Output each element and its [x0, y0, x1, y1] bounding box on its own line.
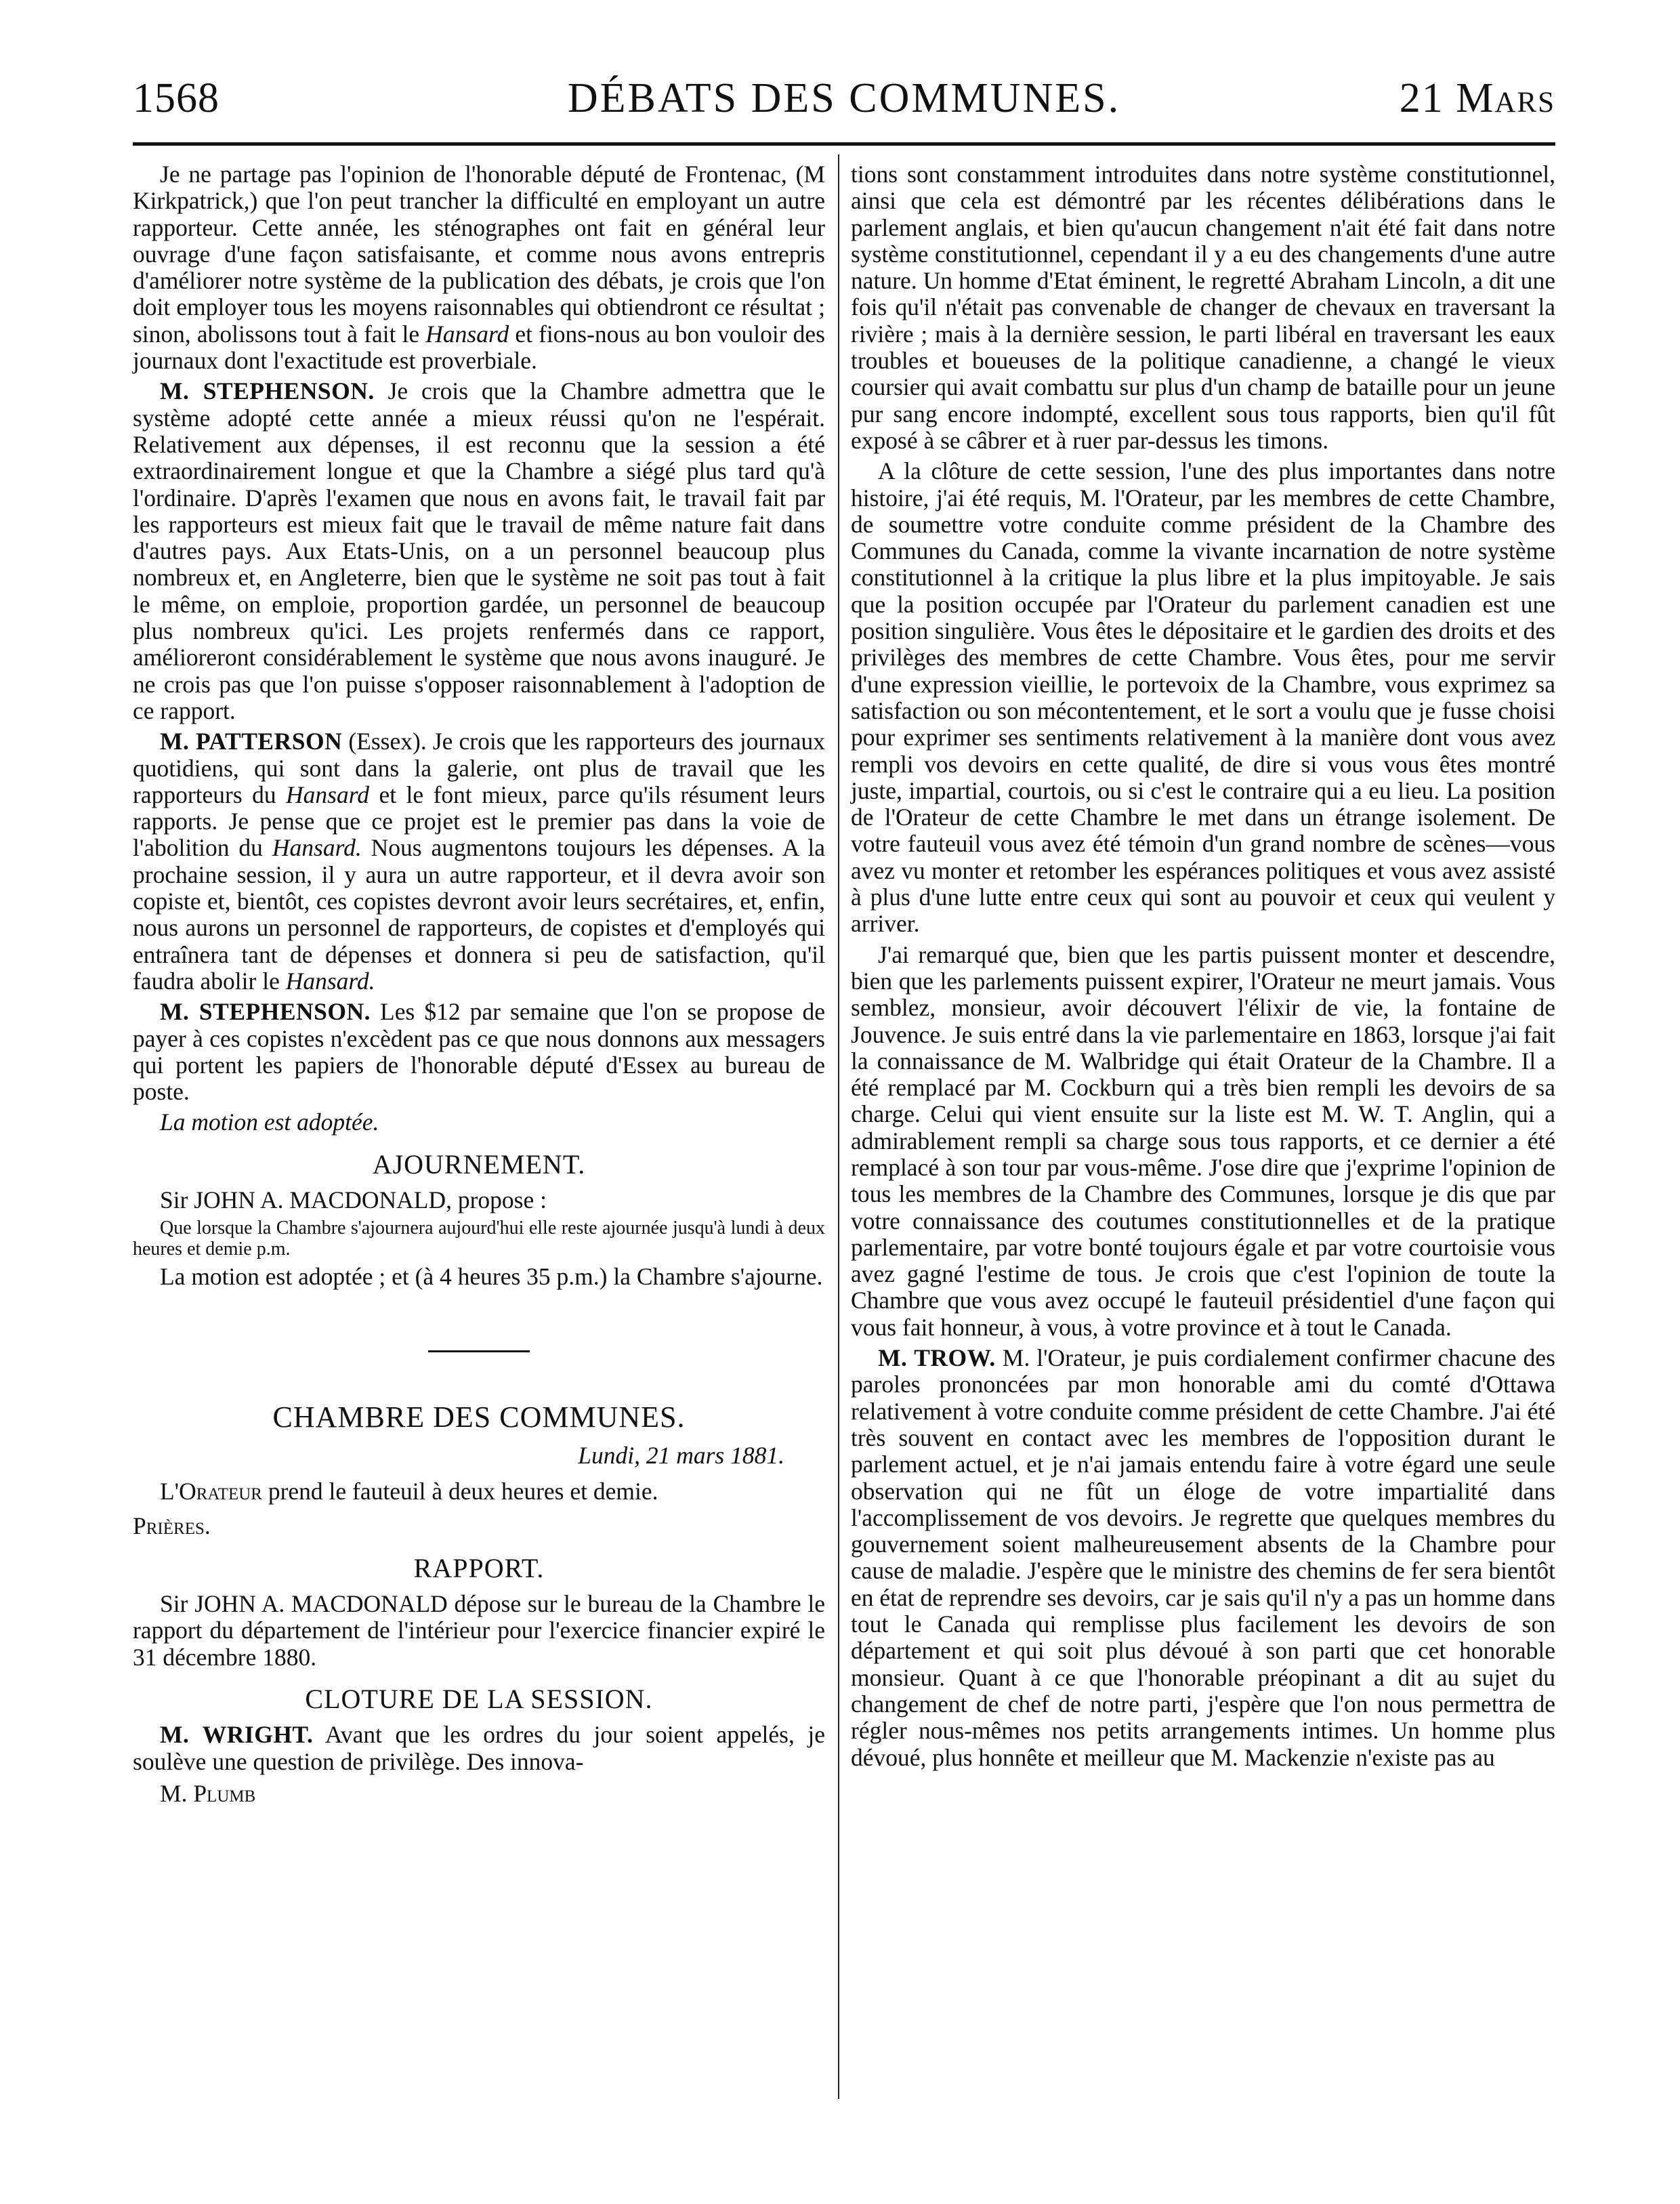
paragraph-text: et le font mieux, parce qu'ils résument leurs rapports. Je pense que ce projet est le premier pas dans la voie de l'abolition du: [133, 781, 825, 862]
speaker-name: M. STEPHENSON.: [160, 377, 375, 405]
paragraph-text: et fions-nous au bon vouloir des journaux dont l'exactitude est proverbiale.: [133, 320, 825, 375]
paragraph-text: Je crois que la Chambre admettra que le système adopté cette année a mieux réussi qu'on ne l'espérait. Relativement aux dépenses, il est reconnu que la session a été extraordinairement longue et que la Chambre a siégé plus tard qu'à l'ordinaire. D'après l'examen que nous en avons fait, le travail fait par les rapporteurs est mieux fait que le travail de même nature fait dans d'autres pays. Aux Etats-Unis, on a un personnel beaucoup plus nombreux et, en Angleterre, bien que le système ne soit pas tout à fait le même, on emploie, proportion gardée, un personnel de beaucoup plus nombreux qu'ici. Les projets renfermés dans ce rapport, amélioreront considérablement le système que nous avons inauguré. Je ne crois pas que l'on puisse s'opposer raisonnablement à l'adoption de ce rapport.: [133, 377, 826, 724]
header-rule: [133, 142, 1555, 146]
paragraph-text: dépose sur le bureau de la Chambre le rapport du département de l'intérieur pour l'exercice financier expiré le 31 décembre 1880.: [133, 1590, 825, 1671]
prayers-label: Prières.: [133, 1512, 211, 1540]
paragraph: [133, 1478, 825, 1505]
speaker-name: M. TROW.: [878, 1344, 996, 1372]
paragraph-text: M. l'Orateur, je puis cordialement confirmer chacune des paroles prononcées par mon honorable ami du comté d'Ottawa relativement à votre conduite comme président de cette Chambre. J'ai été très souvent en contact avec les membres de l'opposition durant le parlement actuel, et je n'ai jamais entendu faire à votre égard une seule observation qui ne fût un éloge de votre impartialité dans l'accomplissement de vos devoirs. Je regrette que quelques membres du gouvernement soient malheureusement absents de la Chambre pour cause de maladie. J'espère que le ministre des chemins de fer sera bientôt en état de reprendre ses devoirs, car je sais qu'il n'y a pas un homme dans tout le Canada qui remplisse plus facilement les devoirs de son département et qui soit plus dévoué à son parti que cet honorable monsieur. Quant à ce que l'honorable préopinant a dit au sujet du changement de chef de notre parti, j'espère que l'on nous permettra de régler nous-mêmes nos petits arrangements intimes. Un homme plus dévoué, plus honnête et meilleur que M. Mackenzie n'existe pas au: [851, 1344, 1555, 1771]
paragraph: [133, 378, 825, 724]
italic-term: Hansard.: [285, 967, 375, 995]
chamber-heading: CHAMBRE DES COMMUNES.: [272, 1400, 686, 1434]
paragraph: [133, 1187, 825, 1213]
paragraph-text: prend le fauteuil à deux heures et demie.: [261, 1478, 658, 1505]
italic-term: Hansard: [286, 781, 369, 808]
paragraph-text: Avant que les ordres du jour soient appelés, je soulève une question de privilège. Des innova-: [133, 1721, 825, 1775]
speaker-name: L'Orateur: [160, 1478, 262, 1505]
header-date-day: 21: [1399, 75, 1444, 121]
right-column: [851, 161, 1555, 1771]
paragraph-text: (Essex). Je crois que les rapporteurs des journaux quotidiens, qui sont dans la galerie, ont plus de travail que les rapporteurs du: [133, 728, 826, 808]
paragraph-text: Je ne partage pas l'opinion de l'honorable député de Frontenac, (M Kirkpatrick,) que l'on peut trancher la difficulté en employant un autre rapporteur. Cette année, les sténographes ont fait en général leur ouvrage d'une façon satisfaisante, et comme nous avons entrepris d'améliorer notre système de la publication des débats, je crois que l'on doit employer tous les moyens raisonnables qui obtiendront ce résultat ; sinon, abolissons tout à fait le: [133, 161, 825, 348]
motion-text: Que lorsque la Chambre s'ajournera aujourd'hui elle reste ajournée jusqu'à lundi à deux heures et demie p.m.: [133, 1218, 825, 1260]
motion-adopted: La motion est adoptée.: [160, 1108, 379, 1136]
paragraph: [133, 999, 825, 1105]
speaker-name: M. STEPHENSON.: [160, 998, 371, 1026]
running-title: DÉBATS DES COMMUNES.: [567, 75, 1121, 121]
paragraph: A la clôture de cette session, l'une des plus importantes dans notre histoire, j'ai été requis, M. l'Orateur, par les membres de cette Chambre, de soumettre votre conduite comme président de la Chambre des Communes du Canada, comme la vivante incarnation de notre système constitutionnel à la critique la plus libre et la plus impitoyable. Je sais que la position occupée par l'Orateur du parlement canadien est une position singulière. Vous êtes le dépositaire et le gardien des droits et des privilèges des membres de cette Chambre. Vous êtes, pour me servir d'une expression vieillie, le portevoix de la Chambre, vous exprimez sa satisfaction ou son mécontentement, et le sort a voulu que je fusse choisi pour exprimer ses sentiments relativement à la manière dont vous avez rempli vos devoirs en cette qualité, de dire si vous vous êtes montré juste, impartial, courtois, ou si c'est le contraire qui a eu lieu. La position de l'Orateur de cette Chambre le met dans un étrange isolement. De votre fauteuil vous avez été témoin d'un grand nombre de scènes—vous avez vu monter et retomber les espérances politiques et vous avez assisté à plus d'une lutte entre ceux qui sont au pouvoir et ceux qui veulent y arriver.: [851, 457, 1555, 938]
paragraph: [133, 728, 825, 995]
paragraph-text: Les $12 par semaine que l'on se propose de payer à ces copistes n'excèdent pas ce que nous donnons aux messagers qui portent les papiers de l'honorable député d'Essex au bureau de poste.: [133, 998, 826, 1106]
paragraph: tions sont constamment introduites dans notre système constitutionnel, ainsi que cela est démontré par les récentes délibérations dans le parlement anglais, et bien qu'aucun changement n'ait été fait dans notre système constitutionnel, cependant il y a eu des changements d'une autre nature. Un homme d'Etat éminent, le regretté Abraham Lincoln, a dit une fois qu'il n'était pas convenable de changer de chevaux en traversant la rivière ; mais à la dernière session, le parti libéral en traversant les eaux troubles et boueuses de la politique canadienne, a changé le vieux coursier qui avait combattu sur plus d'un champ de bataille pour un jeune pur sang encore indompté, excellent sous tous rapports, bien qu'il fût exposé à se câbrer et à ruer par-dessus les timons.: [851, 161, 1555, 454]
header-date: [1400, 75, 1555, 123]
paragraph: [133, 1722, 825, 1775]
section-separator: [428, 1350, 530, 1352]
section-heading-ajournement: AJOURNEMENT.: [372, 1148, 586, 1180]
sitting-date: Lundi, 21 mars 1881.: [578, 1441, 784, 1469]
speaker-name: M. WRIGHT.: [160, 1721, 314, 1749]
speaker-name: M. PATTERSON: [160, 728, 343, 755]
paragraph: [851, 1345, 1555, 1771]
column-divider: [838, 154, 839, 2099]
speaker-name: Sir JOHN A. MACDONALD,: [160, 1186, 452, 1213]
paragraph-text: propose :: [451, 1186, 547, 1213]
paragraph: J'ai remarqué que, bien que les partis puissent monter et descendre, bien que les parlements puissent expirer, l'Orateur ne meurt jamais. Vous semblez, monsieur, avoir découvert l'élixir de vie, la fontaine de Jouvence. Je suis entré dans la vie parlementaire en 1863, lorsque j'ai fait la connaissance de M. Walbridge qui était Orateur de la Chambre. Il a été remplacé par M. Cockburn qui a très bien rempli les devoirs de sa charge. Celui qui vient ensuite sur la liste est M. W. T. Anglin, qui a admirablement rempli sa charge sous tous rapports, et ce dernier a été remplacé à son tour par vous-même. J'ose dire que j'exprime l'opinion de tous les membres de la Chambre des Communes, lorsque je dis que par votre connaissance des coutumes constitutionnelles et de la pratique parlementaire, par votre bonté toujours égale et par votre courtoisie vous avez gagné l'estime de tous. Je crois que c'est l'opinion de toute la Chambre que vous avez occupé le fauteuil présidentiel d'une façon qui vous fait honneur, à vous, à votre province et à tout le Canada.: [851, 940, 1555, 1341]
paragraph: [133, 161, 825, 374]
header-date-month: Mars: [1456, 75, 1555, 121]
section-heading-rapport: RAPPORT.: [413, 1552, 545, 1583]
left-column: [133, 161, 825, 1807]
paragraph-text: Nous augmentons toujours les dépenses. A la prochaine session, il y aura un autre rapporteur, et il devra avoir son copiste et, bientôt, ces copistes devront avoir leurs secrétaires, et, enfin, nous aurons un personnel de rapporteurs, de copistes et d'employés qui entraînera tant de dépenses et donnera si peu de satisfaction, qu'il faudra abolir le: [133, 834, 826, 995]
page-number: 1568: [133, 75, 219, 121]
italic-term: Hansard: [425, 320, 509, 348]
speaker-name: Sir JOHN A. MACDONALD: [160, 1590, 448, 1618]
page-header: [133, 75, 1555, 136]
italic-term: Hansard.: [272, 834, 362, 862]
footer-speaker: M. Plumb: [160, 1779, 256, 1807]
paragraph: La motion est adoptée ; et (à 4 heures 35 p.m.) la Chambre s'ajourne.: [160, 1263, 823, 1291]
paragraph: [133, 1591, 825, 1671]
section-heading-cloture: CLOTURE DE LA SESSION.: [305, 1683, 653, 1714]
